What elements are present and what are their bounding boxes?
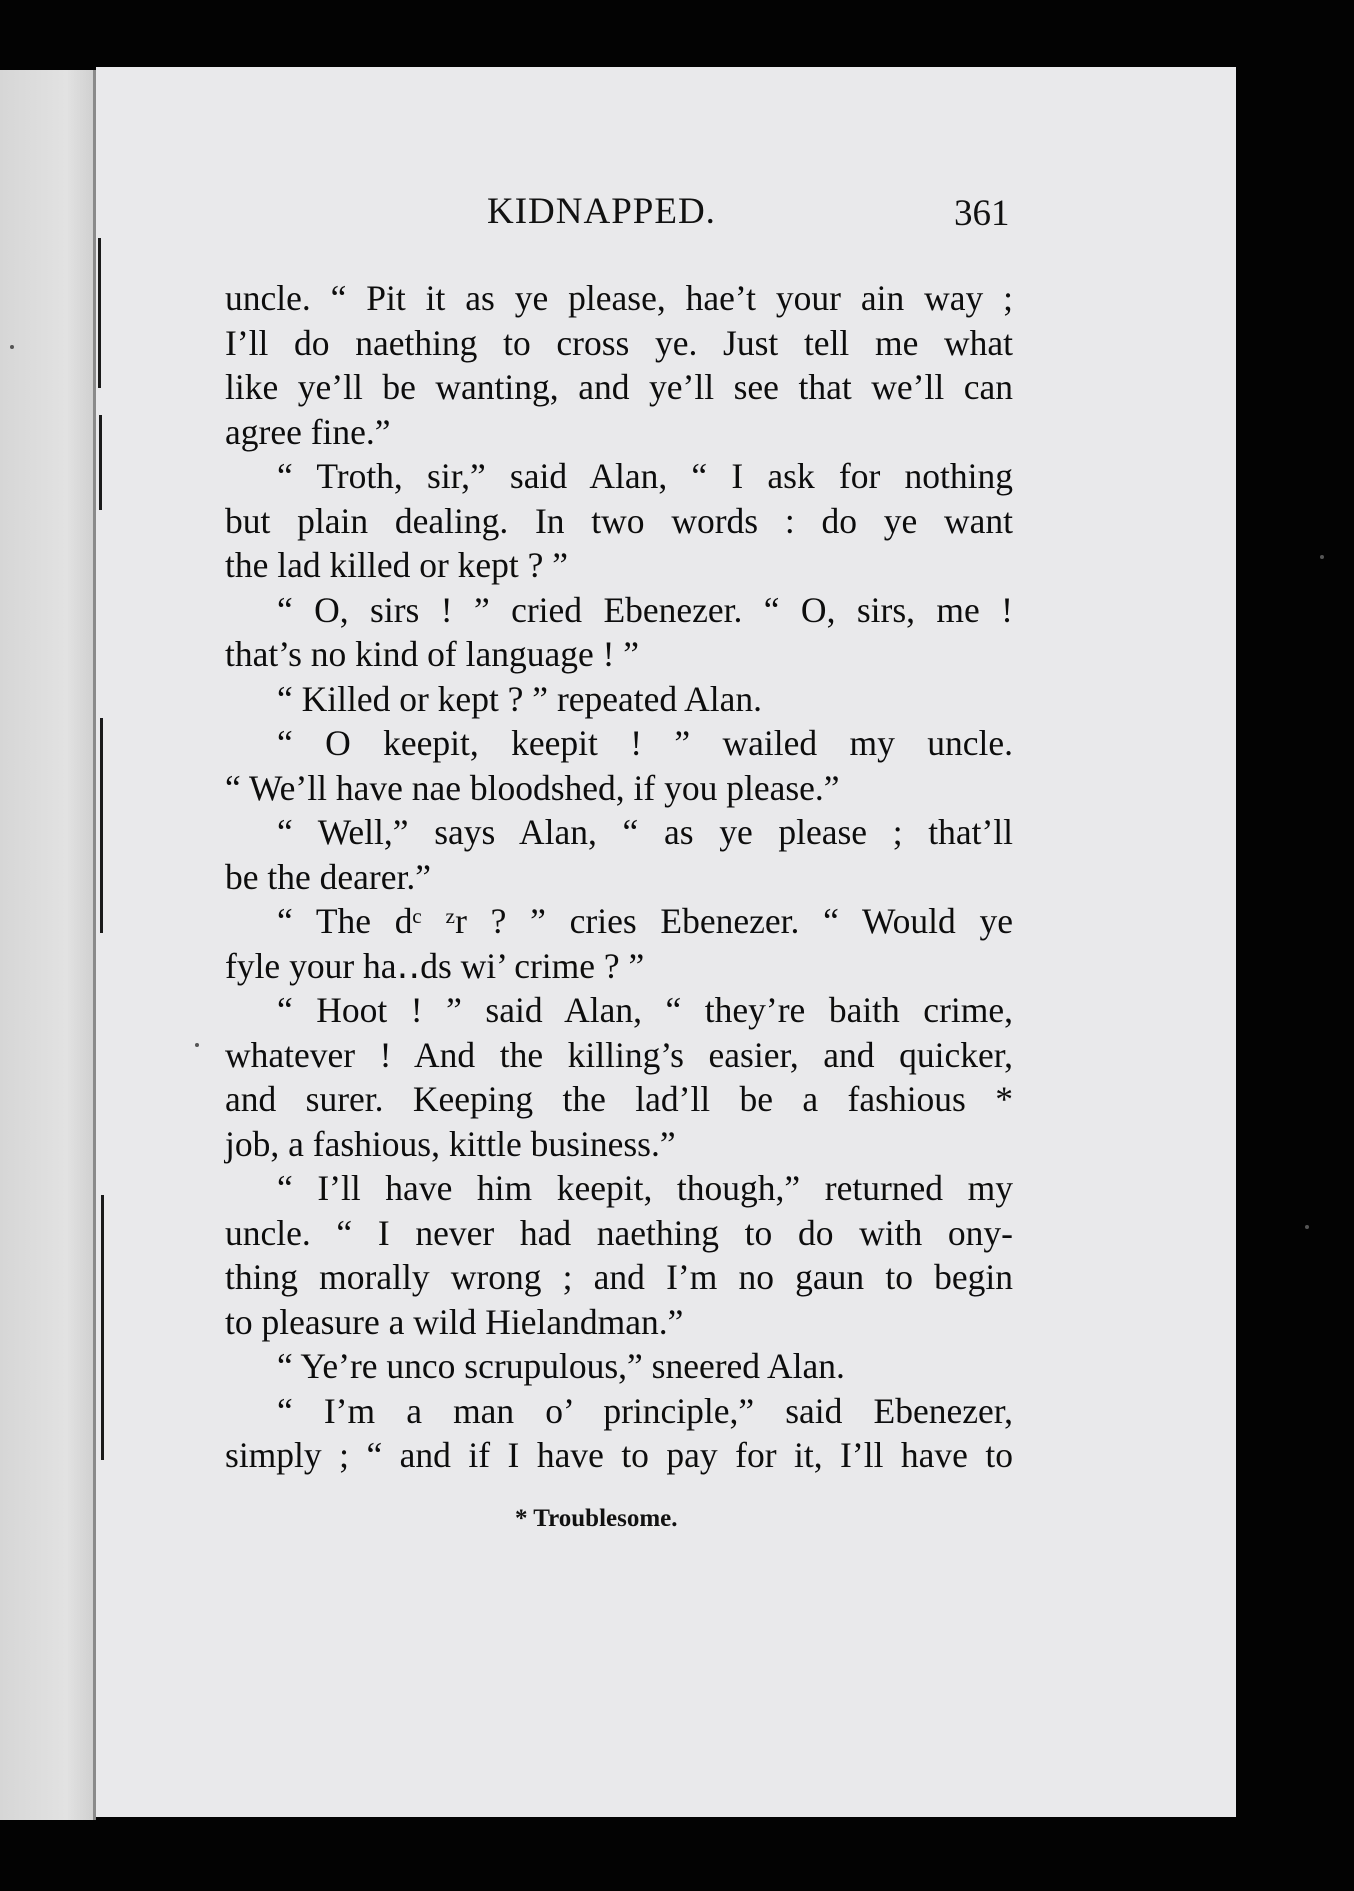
page-number: 361 (954, 193, 1010, 234)
footnote: * Troublesome. (515, 1505, 678, 1532)
text-line: “ O, sirs ! ” cried Ebenezer. “ O, sirs, me ! (277, 589, 1013, 630)
binding-mark (101, 1195, 104, 1460)
page-title: KIDNAPPED. (487, 191, 716, 232)
text-line: job, a fashious, kittle business.” (225, 1123, 676, 1164)
binding-mark (99, 415, 102, 510)
text-line: fyle your ha‥ds wi’ crime ? ” (225, 945, 645, 986)
text-line: that’s no kind of language ! ” (225, 634, 640, 674)
text-line: “ O keepit, keepit ! ” wailed my uncle. (277, 723, 1013, 763)
text-line: “ We’ll have nae bloodshed, if you please.” (225, 767, 840, 808)
text-line: thing morally wrong ; and I’m no gaun to begin (225, 1257, 1013, 1297)
dust-speck (10, 345, 14, 349)
text-line: “ Troth, sir,” said Alan, “ I ask for nothing (277, 456, 1013, 496)
text-line: whatever ! And the killing’s easier, and quicker, (225, 1034, 1013, 1075)
binding-mark (100, 718, 103, 933)
running-head (0, 190, 1354, 240)
dust-speck (1320, 555, 1324, 559)
text-line: simply ; “ and if I have to pay for it, I’ll have to (225, 1435, 1013, 1475)
text-line: uncle. “ Pit it as ye please, hae’t your ain way ; (225, 278, 1013, 318)
text-line: “ Ye’re unco scrupulous,” sneered Alan. (277, 1346, 845, 1386)
text-line: be the dearer.” (225, 856, 431, 897)
dust-speck (195, 1043, 199, 1047)
text-line: “ Hoot ! ” said Alan, “ they’re baith crime, (277, 990, 1013, 1030)
left-page-edge (0, 70, 95, 1820)
text-line: and surer. Keeping the lad’ll be a fashious * (225, 1079, 1013, 1119)
text-line: but plain dealing. In two words : do ye want (225, 500, 1013, 541)
text-line: agree fine.” (225, 411, 391, 452)
dust-speck (1305, 1225, 1309, 1229)
text-line: “ The dᶜ ᶻr ? ” cries Ebenezer. “ Would ye (277, 901, 1013, 941)
text-line: I’ll do naething to cross ye. Just tell me what (225, 322, 1013, 363)
binding-mark (98, 238, 101, 388)
text-line: “ Well,” says Alan, “ as ye please ; that’ll (277, 812, 1013, 852)
body-text (225, 276, 1013, 1478)
text-line: “ Killed or kept ? ” repeated Alan. (277, 678, 762, 719)
text-line: the lad killed or kept ? ” (225, 545, 569, 585)
text-line: uncle. “ I never had naething to do with ony- (225, 1212, 1013, 1253)
text-line: “ I’m a man o’ principle,” said Ebenezer, (277, 1390, 1013, 1431)
text-line: like ye’ll be wanting, and ye’ll see that we’ll can (225, 367, 1013, 407)
text-line: “ I’ll have him keepit, though,” returned my (277, 1168, 1013, 1208)
text-line: to pleasure a wild Hielandman.” (225, 1301, 684, 1342)
